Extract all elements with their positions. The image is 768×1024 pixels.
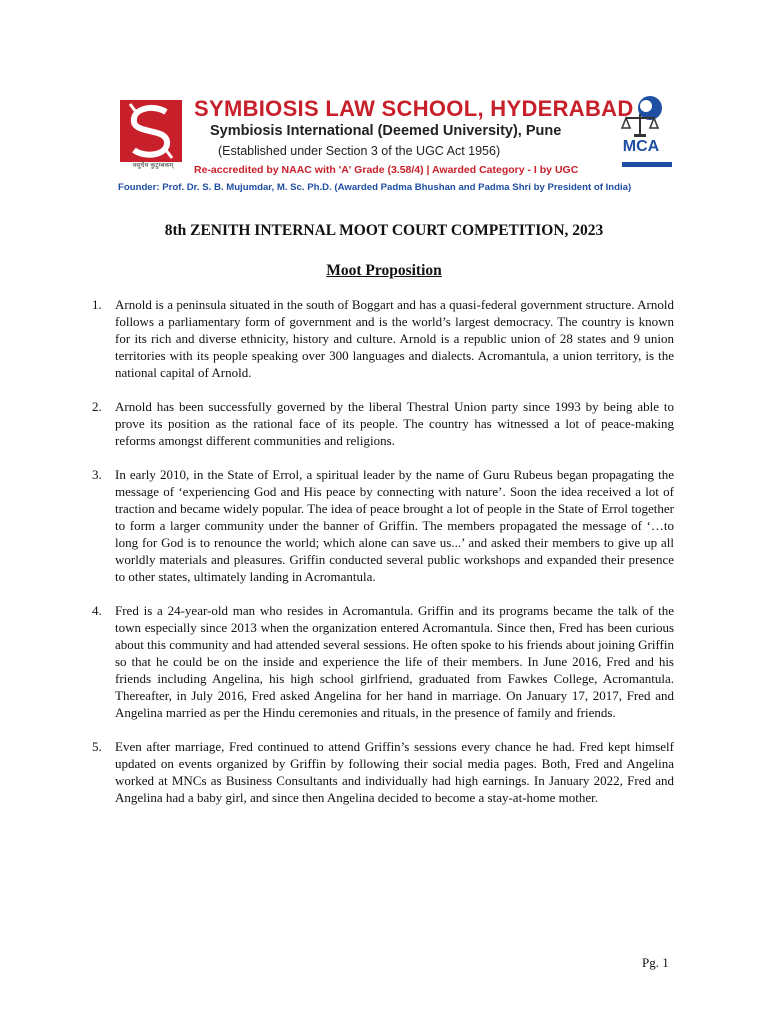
- item-text: In early 2010, in the State of Errol, a spiritual leader by the name of Guru Rubeus began propagating the message of ‘experiencing God and His peace by connecting with nature’. Soon the idea received a lot of traction and became widely popular. The idea of peace brought a lot of people in the State of Errol together to form a larger community under the banner of Griffin. The members propagated the message of ‘…to long for God is to renounce the world; which alone can save us...’ and asked their members to give up all worldly materials and pleasures. Griffin conducted several public workshops and expanded their presence to other states, ultimately landing in Acromantula.: [115, 467, 674, 584]
- proposition-list: [92, 296, 674, 823]
- item-number: 2.: [92, 399, 102, 414]
- mca-label: MCA: [622, 138, 660, 155]
- list-item: [92, 398, 674, 449]
- competition-title: 8th ZENITH INTERNAL MOOT COURT COMPETITION, 2023: [164, 222, 604, 239]
- accreditation-line: Re-accredited by NAAC with 'A' Grade (3.58/4) | Awarded Category - I by UGC: [194, 164, 579, 176]
- item-number: 3.: [92, 467, 102, 482]
- item-text: Even after marriage, Fred continued to attend Griffin’s sessions every chance he had. Fred kept himself updated on events organized by Griffin by following their social media pages. Both, Fred and Angelina worked at MNCs as Business Consultants and individually had high earnings. In January 2022, Fred and Angelina had a baby girl, and since then Angelina decided to become a stay-at-home mother.: [115, 739, 674, 805]
- motto-text: वसुधैव कुटुम्बकम्: [132, 161, 174, 169]
- page-number: Pg. 1: [642, 955, 669, 970]
- symbiosis-logo-icon: [120, 100, 182, 162]
- item-number: 4.: [92, 603, 102, 618]
- section-title: Moot Proposition: [326, 262, 442, 279]
- university-subtitle: Symbiosis International (Deemed University), Pune: [210, 123, 562, 139]
- item-number: 1.: [92, 297, 102, 312]
- established-line: (Established under Section 3 of the UGC Act 1956): [218, 144, 501, 158]
- school-title: SYMBIOSIS LAW SCHOOL, HYDERABAD: [194, 96, 634, 121]
- list-item: [92, 466, 674, 585]
- item-text: Fred is a 24-year-old man who resides in Acromantula. Griffin and its programs became the talk of the town especially since 2013 when the organization entered Acromantula. Since then, Fred has been curious about this community and had attended several sessions. He often spoke to his friends about joining Griffin so that he could be on the inside and experience the life of their members. In June 2016, Fred and his friends including Angelina, his high school girlfriend, graduated from Fawkes College, Acromantula. Thereafter, in July 2016, Fred asked Angelina for her hand in marriage. On January 17, 2017, Fred and Angelina married as per the Hindu ceremonies and rituals, in the presence of family and friends.: [115, 603, 674, 720]
- item-text: Arnold is a peninsula situated in the south of Boggart and has a quasi-federal government structure. Arnold follows a parliamentary form of government and is the world’s largest democracy. The country is known for its rich and diverse ethnicity, history and culture. Arnold is a republic union of 28 states and 9 union territories with its people speaking over 300 languages and dialects. Acromantula, a union territory, is the national capital of Arnold.: [115, 297, 674, 380]
- item-text: Arnold has been successfully governed by the liberal Thestral Union party since 1993 by being able to prove its position as the rational face of its people. The country has witnessed a lot of peace-making reforms amongst different communities and religions.: [115, 399, 674, 448]
- list-item: [92, 602, 674, 721]
- list-item: [92, 296, 674, 381]
- mca-logo-icon: [618, 94, 676, 172]
- item-number: 5.: [92, 739, 102, 754]
- founder-line: Founder: Prof. Dr. S. B. Mujumdar, M. Sc. Ph.D. (Awarded Padma Bhushan and Padma Shri by President of India): [118, 182, 632, 193]
- list-item: [92, 738, 674, 806]
